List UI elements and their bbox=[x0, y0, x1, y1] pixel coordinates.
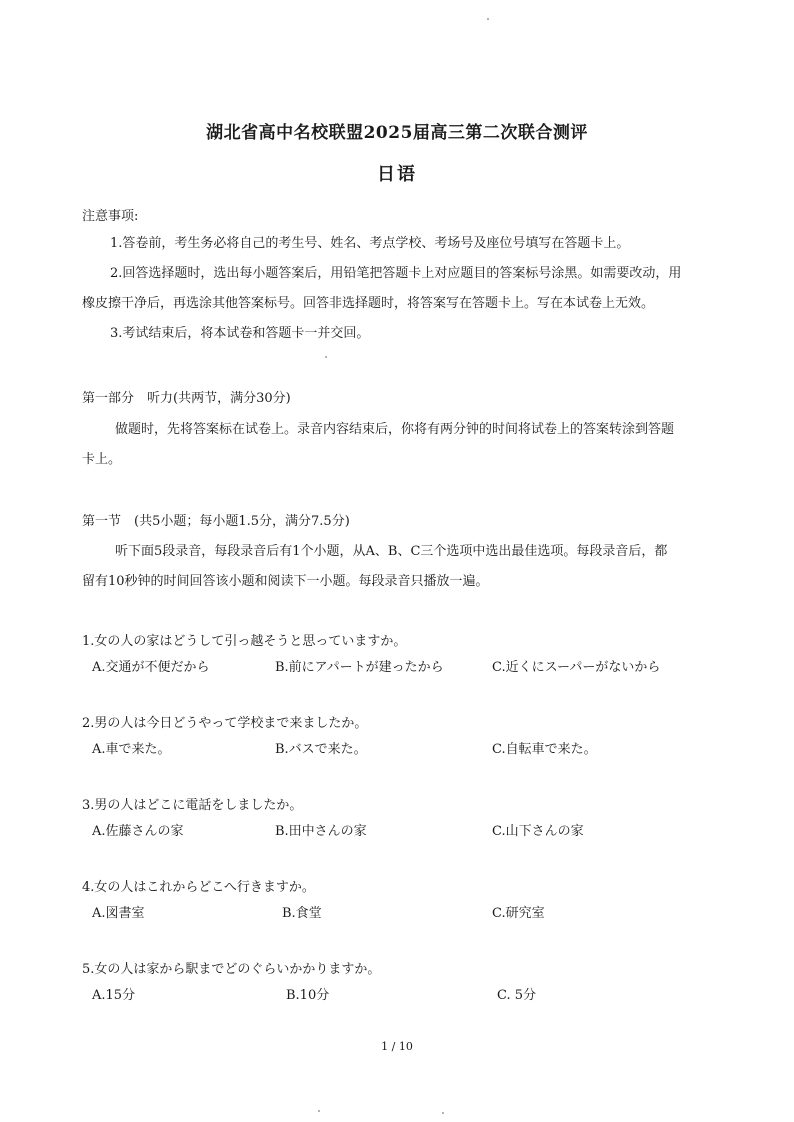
part1-instruction-line-2: 卡上。 bbox=[82, 452, 122, 467]
scan-speck bbox=[442, 1112, 444, 1114]
page-number: 1 / 10 bbox=[381, 1040, 413, 1053]
question-3-option-b[interactable]: B.田中さんの家 bbox=[275, 824, 367, 839]
exam-title: 湖北省高中名校联盟2025届高三第二次联合测评 bbox=[206, 123, 588, 143]
scan-speck bbox=[325, 356, 327, 358]
question-4: 4.女の人はこれからどこへ行きますか。 bbox=[82, 880, 315, 895]
question-1-option-a[interactable]: A.交通が不便だから bbox=[92, 660, 210, 675]
question-3: 3.男の人はどこに電話をしましたか。 bbox=[82, 798, 303, 813]
question-1: 1.女の人の家はどうして引っ越そうと思っていますか。 bbox=[82, 634, 407, 649]
question-5: 5.女の人は家から駅までどのぐらいかかりますか。 bbox=[82, 962, 381, 977]
question-5-option-a[interactable]: A.15分 bbox=[92, 988, 136, 1003]
section1-instruction-line-2: 留有10秒钟的时间回答该小题和阅读下一小题。每段录音只播放一遍。 bbox=[82, 574, 489, 589]
question-2-option-b[interactable]: B.バスで来た。 bbox=[275, 742, 367, 757]
question-2-option-a[interactable]: A.車で来た。 bbox=[92, 742, 171, 757]
question-4-option-b[interactable]: B.食堂 bbox=[282, 906, 322, 921]
subject-title: 日语 bbox=[377, 164, 417, 185]
question-5-option-b[interactable]: B.10分 bbox=[286, 988, 330, 1003]
question-2-option-c[interactable]: C.自転車で来た。 bbox=[492, 742, 597, 757]
question-4-option-a[interactable]: A.図書室 bbox=[92, 906, 145, 921]
question-4-option-c[interactable]: C.研究室 bbox=[492, 906, 545, 921]
notice-heading: 注意事项: bbox=[82, 209, 139, 224]
scan-speck bbox=[318, 1110, 320, 1112]
part1-heading: 第一部分 听力(共两节，满分30分) bbox=[82, 391, 291, 406]
question-2: 2.男の人は今日どうやって学校まで来ましたか。 bbox=[82, 716, 368, 731]
part1-instruction-line-1: 做题时，先将答案标在试卷上。录音内容结束后，你将有两分钟的时间将试卷上的答案转涂到答题 bbox=[115, 422, 675, 437]
scan-speck bbox=[487, 18, 489, 20]
notice-item-2-line-1: 2.回答选择题时，选出每小题答案后，用铅笔把答题卡上对应题目的答案标号涂黑。如需要改动，用 bbox=[110, 266, 682, 281]
question-1-option-c[interactable]: C.近くにスーパーがないから bbox=[492, 660, 661, 675]
notice-item-2-line-2: 橡皮擦干净后，再选涂其他答案标号。回答非选择题时，将答案写在答题卡上。写在本试卷上无效。 bbox=[82, 296, 655, 311]
section1-heading: 第一节 (共5小题；每小题1.5分，满分7.5分) bbox=[82, 514, 350, 529]
notice-item-3: 3.考试结束后，将本试卷和答题卡一并交回。 bbox=[110, 326, 370, 341]
question-1-option-b[interactable]: B.前にアパートが建ったから bbox=[275, 660, 444, 675]
section1-instruction-line-1: 听下面5段录音，每段录音后有1个小题，从A、B、C三个选项中选出最佳选项。每段录音后，都 bbox=[115, 544, 668, 559]
question-5-option-c[interactable]: C. 5分 bbox=[497, 988, 537, 1003]
question-3-option-a[interactable]: A.佐藤さんの家 bbox=[92, 824, 184, 839]
question-3-option-c[interactable]: C.山下さんの家 bbox=[492, 824, 584, 839]
notice-item-1: 1.答卷前，考生务必将自己的考生号、姓名、考点学校、考场号及座位号填写在答题卡上。 bbox=[110, 236, 630, 251]
